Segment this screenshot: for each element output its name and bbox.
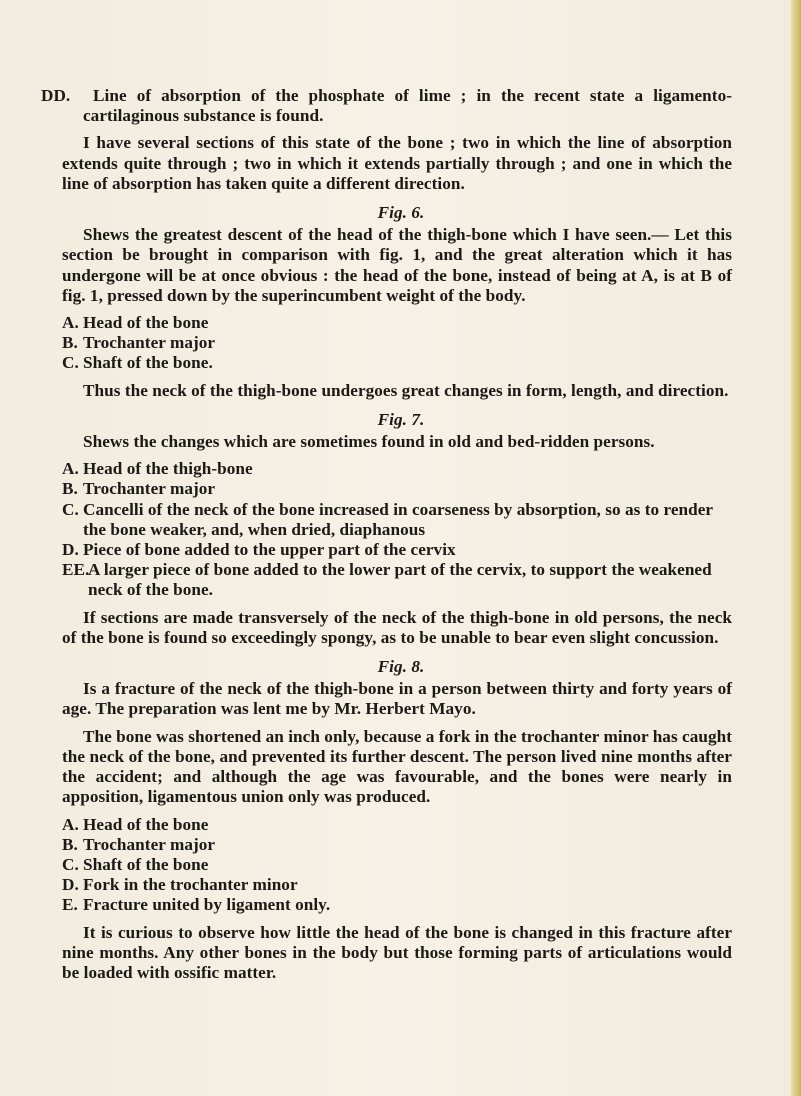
list-value: Head of the bone [83,814,209,834]
list-item [62,479,732,499]
label-dd: DD. [41,86,71,105]
list-value: Head of the thigh-bone [83,459,253,479]
list-value: Shaft of the bone. [83,353,213,373]
page-edge [791,0,801,1096]
list-key: B. [62,333,78,353]
paragraph-fig-8: Is a fracture of the neck of the thigh-bone in a person between thirty and forty years of age. The preparation was lent me by Mr. Herbert Mayo. [62,679,732,719]
list-item [62,500,732,540]
document-body [41,86,732,990]
list-key: C. [62,499,79,519]
list-item [62,540,732,560]
list-item [62,895,732,915]
list-value: Shaft of the bone [83,854,209,874]
paragraph-neck-changes: Thus the neck of the thigh-bone undergoes great changes in form, length, and direction. [83,380,729,400]
list-key: EE. [62,560,90,580]
list-key: B. [62,834,78,854]
paragraph-sections: I have several sections of this state of the bone ; two in which the line of absorption extends quite through ; two in which it extends partially through ; and one in which the line of absorption has taken quite a different direction. [62,133,732,193]
list-value: Trochanter major [83,834,216,854]
list-key: E. [62,895,78,915]
list-item [62,353,732,373]
fig-7-heading: Fig. 7. [377,409,425,429]
list-key: A. [62,459,79,479]
paragraph-fig-7: Shews the changes which are sometimes found in old and bed-ridden persons. [83,432,655,452]
list-value: Trochanter major [83,333,216,353]
list-value: Trochanter major [83,479,216,499]
fig-6-heading: Fig. 6. [377,203,425,223]
paragraph-curious: It is curious to observe how little the head of the bone is changed in this fracture after nine months. Any other bones in the body but those forming parts of articulations would be loaded with ossific matter. [62,922,732,982]
list-item [62,815,732,835]
list-value: Piece of bone added to the upper part of the cervix [83,540,456,560]
list-item [62,835,732,855]
list-value: Cancelli of the neck of the bone increased in coarseness by absorption, so as to render the bone weaker, and, when dried, diaphanous [83,499,713,539]
list-value: A larger piece of bone added to the lower part of the cervix, to support the weakened neck of the bone. [88,560,712,600]
list-key: B. [62,479,78,499]
list-key: D. [62,540,79,560]
list-key: D. [62,875,79,895]
list-fig-8 [62,815,732,916]
list-key: A. [62,313,79,333]
list-value: Fork in the trochanter minor [83,875,298,895]
list-item [62,560,732,600]
list-key: C. [62,854,79,874]
paragraph-fig-6: Shews the greatest descent of the head of the thigh-bone which I have seen.— Let this section be brought in comparison with fig. 1, and the great alteration which it has undergone will be at once obvious : the head of the bone, instead of being at A, is at B of fig. 1, pressed down by the superincumbent weight of the body. [62,225,732,305]
list-item [62,333,732,353]
list-item [62,855,732,875]
paragraph-transverse: If sections are made transversely of the neck of the thigh-bone in old persons, the neck of the bone is found so exceedingly spongy, as to be unable to bear even slight concussion. [62,607,732,647]
list-fig-6 [62,313,732,374]
fig-8-heading: Fig. 8. [377,657,425,677]
list-item [62,459,732,479]
list-value: Head of the bone [83,313,209,333]
paragraph-dd [41,86,732,126]
paragraph-dd-text: Line of absorption of the phosphate of lime ; in the recent state a ligamento-cartilaginous substance is found. [83,86,732,126]
list-key: A. [62,814,79,834]
list-fig-7 [62,459,732,600]
list-item [62,313,732,333]
paragraph-shortened: The bone was shortened an inch only, because a fork in the trochanter minor has caught the neck of the bone, and prevented its further descent. The person lived nine months after the accident; and although the age was favourable, and the bones were nearly in apposition, ligamentous union only was produced. [62,726,732,807]
list-key: C. [62,353,79,373]
list-item [62,875,732,895]
list-value: Fracture united by ligament only. [83,895,331,915]
